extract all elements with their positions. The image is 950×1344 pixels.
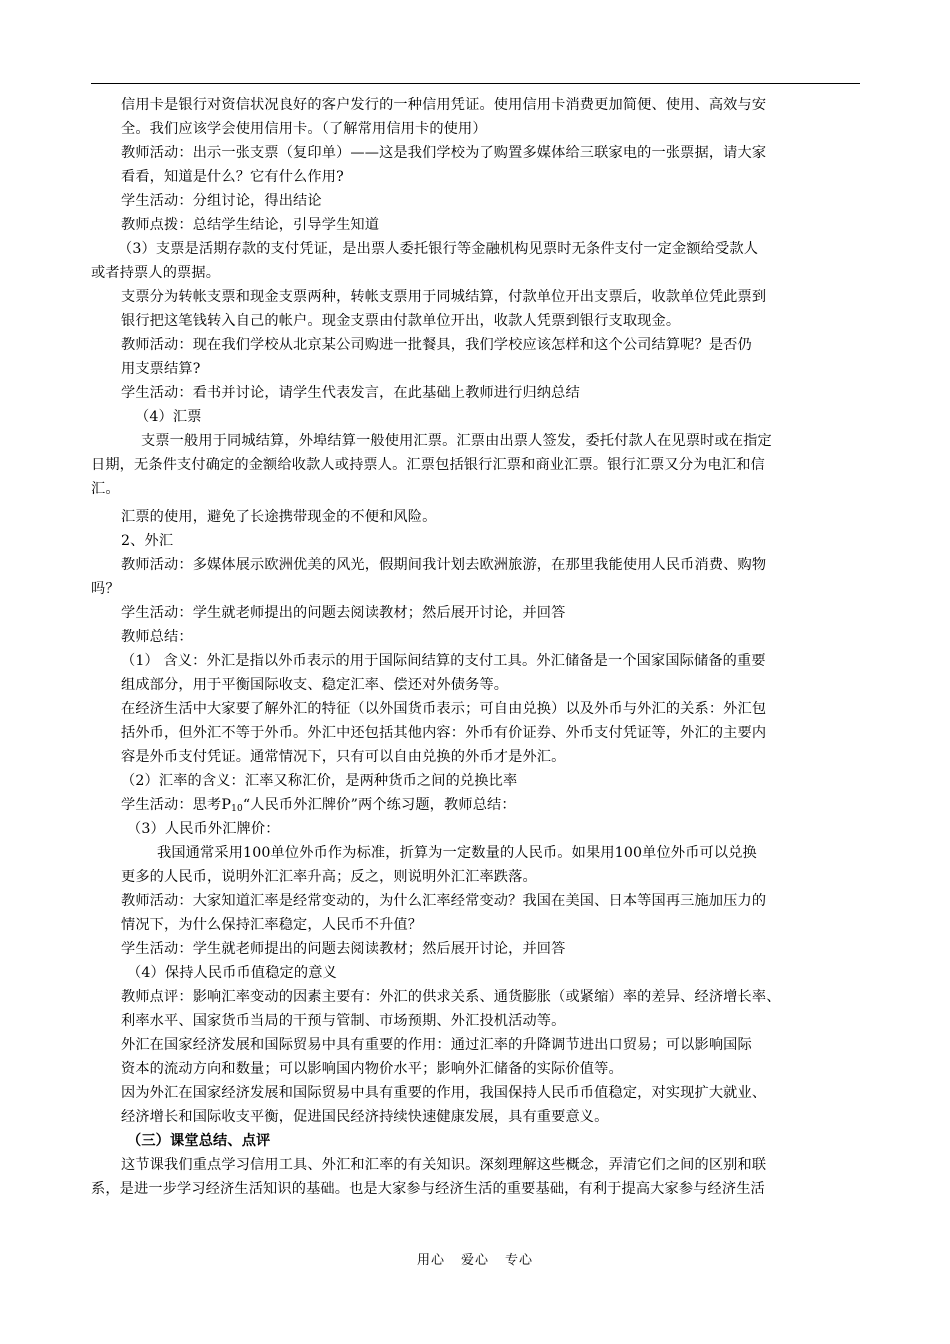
section-heading: （4）汇票 bbox=[135, 409, 202, 425]
paragraph-line: 资本的流动方向和数量；可以影响国内物价水平；影响外汇储备的实际价值等。 bbox=[121, 1061, 623, 1077]
paragraph-line: （3）支票是活期存款的支付凭证，是出票人委托银行等金融机构见票时无条件支付一定金额给受款人 bbox=[118, 241, 759, 257]
section-heading: （三）课堂总结、点评 bbox=[127, 1133, 271, 1149]
paragraph-line: 教师活动：多媒体展示欧洲优美的风光，假期间我计划去欧洲旅游，在那里我能使用人民币消费、购物 bbox=[121, 557, 767, 573]
paragraph-line: 情况下，为什么保持汇率稳定，人民币不升值？ bbox=[121, 917, 423, 933]
line-text: 学生活动：思考P bbox=[121, 797, 232, 813]
header-rule bbox=[91, 83, 860, 84]
paragraph-line: 教师活动：大家知道汇率是经常变动的，为什么汇率经常变动？我国在美国、日本等国再三施加压力的 bbox=[121, 893, 767, 909]
footer-text: 用心 bbox=[416, 1253, 445, 1268]
paragraph-line: 系，是进一步学习经济生活知识的基础。也是大家参与经济生活的重要基础，有利于提高大家参与经济生活 bbox=[91, 1181, 765, 1197]
paragraph-line: 教师活动：现在我们学校从北京某公司购进一批餐具，我们学校应该怎样和这个公司结算呢？是否仍 bbox=[121, 337, 752, 353]
paragraph-line: 支票分为转帐支票和现金支票两种，转帐支票用于同城结算，付款单位开出支票后，收款单位凭此票到 bbox=[121, 289, 767, 305]
paragraph-line: 学生活动：学生就老师提出的问题去阅读教材；然后展开讨论，并回答 bbox=[121, 605, 566, 621]
paragraph-line: 看看，知道是什么？它有什么作用? bbox=[121, 169, 344, 185]
paragraph-line: 全。我们应该学会使用信用卡。（了解常用信用卡的使用） bbox=[121, 121, 487, 137]
paragraph-line: 经济增长和国际收支平衡，促进国民经济持续快速健康发展，具有重要意义。 bbox=[121, 1109, 609, 1125]
paragraph-line: 容是外币支付凭证。通常情况下，只有可以自由兑换的外币才是外汇。 bbox=[121, 749, 566, 765]
paragraph-line: 我国通常采用100单位外币作为标准，折算为一定数量的人民币。如果用100单位外币可以兑换 bbox=[157, 845, 757, 861]
paragraph-line: 信用卡是银行对资信状况良好的客户发行的一种信用凭证。使用信用卡消费更加简便、使用、高效与安 bbox=[121, 97, 767, 113]
paragraph-line: 利率水平、国家货币当局的干预与管制、市场预期、外汇投机活动等。 bbox=[121, 1013, 566, 1029]
footer-text: 专心 bbox=[505, 1253, 534, 1268]
section-heading: 2、外汇 bbox=[121, 533, 174, 549]
paragraph-line: 汇票的使用，避免了长途携带现金的不便和风险。 bbox=[121, 509, 437, 525]
paragraph-line: 学生活动：看书并讨论，请学生代表发言，在此基础上教师进行归纳总结 bbox=[121, 385, 580, 401]
paragraph-line: 教师活动：出示一张支票（复印单）——这是我们学校为了购置多媒体给三联家电的一张票据，请大家 bbox=[121, 145, 767, 161]
paragraph-line: 学生活动：分组讨论，得出结论 bbox=[121, 193, 322, 209]
paragraph-line: 用支票结算? bbox=[121, 361, 201, 377]
footer-text: 爱心 bbox=[460, 1253, 489, 1268]
page-footer bbox=[0, 1249, 950, 1268]
paragraph-line: 日期，无条件支付确定的金额给收款人或持票人。汇票包括银行汇票和商业汇票。银行汇票又分为电汇和信 bbox=[91, 457, 765, 473]
paragraph-line: 教师点拨：总结学生结论，引导学生知道 bbox=[121, 217, 380, 233]
paragraph-line: 更多的人民币，说明外汇汇率升高；反之，则说明外汇汇率跌落。 bbox=[121, 869, 537, 885]
page-subscript: 10 bbox=[231, 804, 243, 814]
section-heading: （4）保持人民币币值稳定的意义 bbox=[127, 965, 337, 981]
paragraph-line: 学生活动：学生就老师提出的问题去阅读教材；然后展开讨论，并回答 bbox=[121, 941, 566, 957]
paragraph-line: 教师总结： bbox=[121, 629, 193, 645]
paragraph-line: 教师点评：影响汇率变动的因素主要有：外汇的供求关系、通货膨胀（或紧缩）率的差异、经济增长率、 bbox=[121, 989, 781, 1005]
paragraph-line: 银行把这笔钱转入自己的帐户。现金支票由付款单位开出，收款人凭票到银行支取现金。 bbox=[121, 313, 681, 329]
paragraph-line: 括外币，但外汇不等于外币。外汇中还包括其他内容：外币有价证券、外币支付凭证等，外汇的主要内 bbox=[121, 725, 767, 741]
paragraph-line: 这节课我们重点学习信用工具、外汇和汇率的有关知识。深刻理解这些概念，弄清它们之间的区别和联 bbox=[121, 1157, 767, 1173]
paragraph-line: 因为外汇在国家经济发展和国际贸易中具有重要的作用，我国保持人民币币值稳定，对实现扩大就业、 bbox=[121, 1085, 767, 1101]
line-text: “人民币外汇牌价”两个练习题，教师总结： bbox=[242, 797, 516, 813]
paragraph-line: 吗？ bbox=[91, 581, 120, 597]
section-heading: （3）人民币外汇牌价： bbox=[127, 821, 280, 837]
paragraph-line: （1） 含义：外汇是指以外币表示的用于国际间结算的支付工具。外汇储备是一个国家国际储备的重要 bbox=[121, 653, 766, 669]
paragraph-line: 或者持票人的票据。 bbox=[91, 265, 221, 281]
paragraph-line: 组成部分，用于平衡国际收支、稳定汇率、偿还对外债务等。 bbox=[121, 677, 509, 693]
paragraph-line: 支票一般用于同城结算，外埠结算一般使用汇票。汇票由出票人签发，委托付款人在见票时或在指定 bbox=[141, 433, 772, 449]
paragraph-line: （2）汇率的含义：汇率又称汇价，是两种货币之间的兑换比率 bbox=[121, 773, 518, 789]
paragraph-line: 在经济生活中大家要了解外汇的特征（以外国货币表示；可自由兑换）以及外币与外汇的关系：外汇包 bbox=[121, 701, 767, 717]
paragraph-line: 外汇在国家经济发展和国际贸易中具有重要的作用：通过汇率的升降调节进出口贸易；可以影响国际 bbox=[121, 1037, 752, 1053]
paragraph-line: 汇。 bbox=[91, 481, 120, 497]
